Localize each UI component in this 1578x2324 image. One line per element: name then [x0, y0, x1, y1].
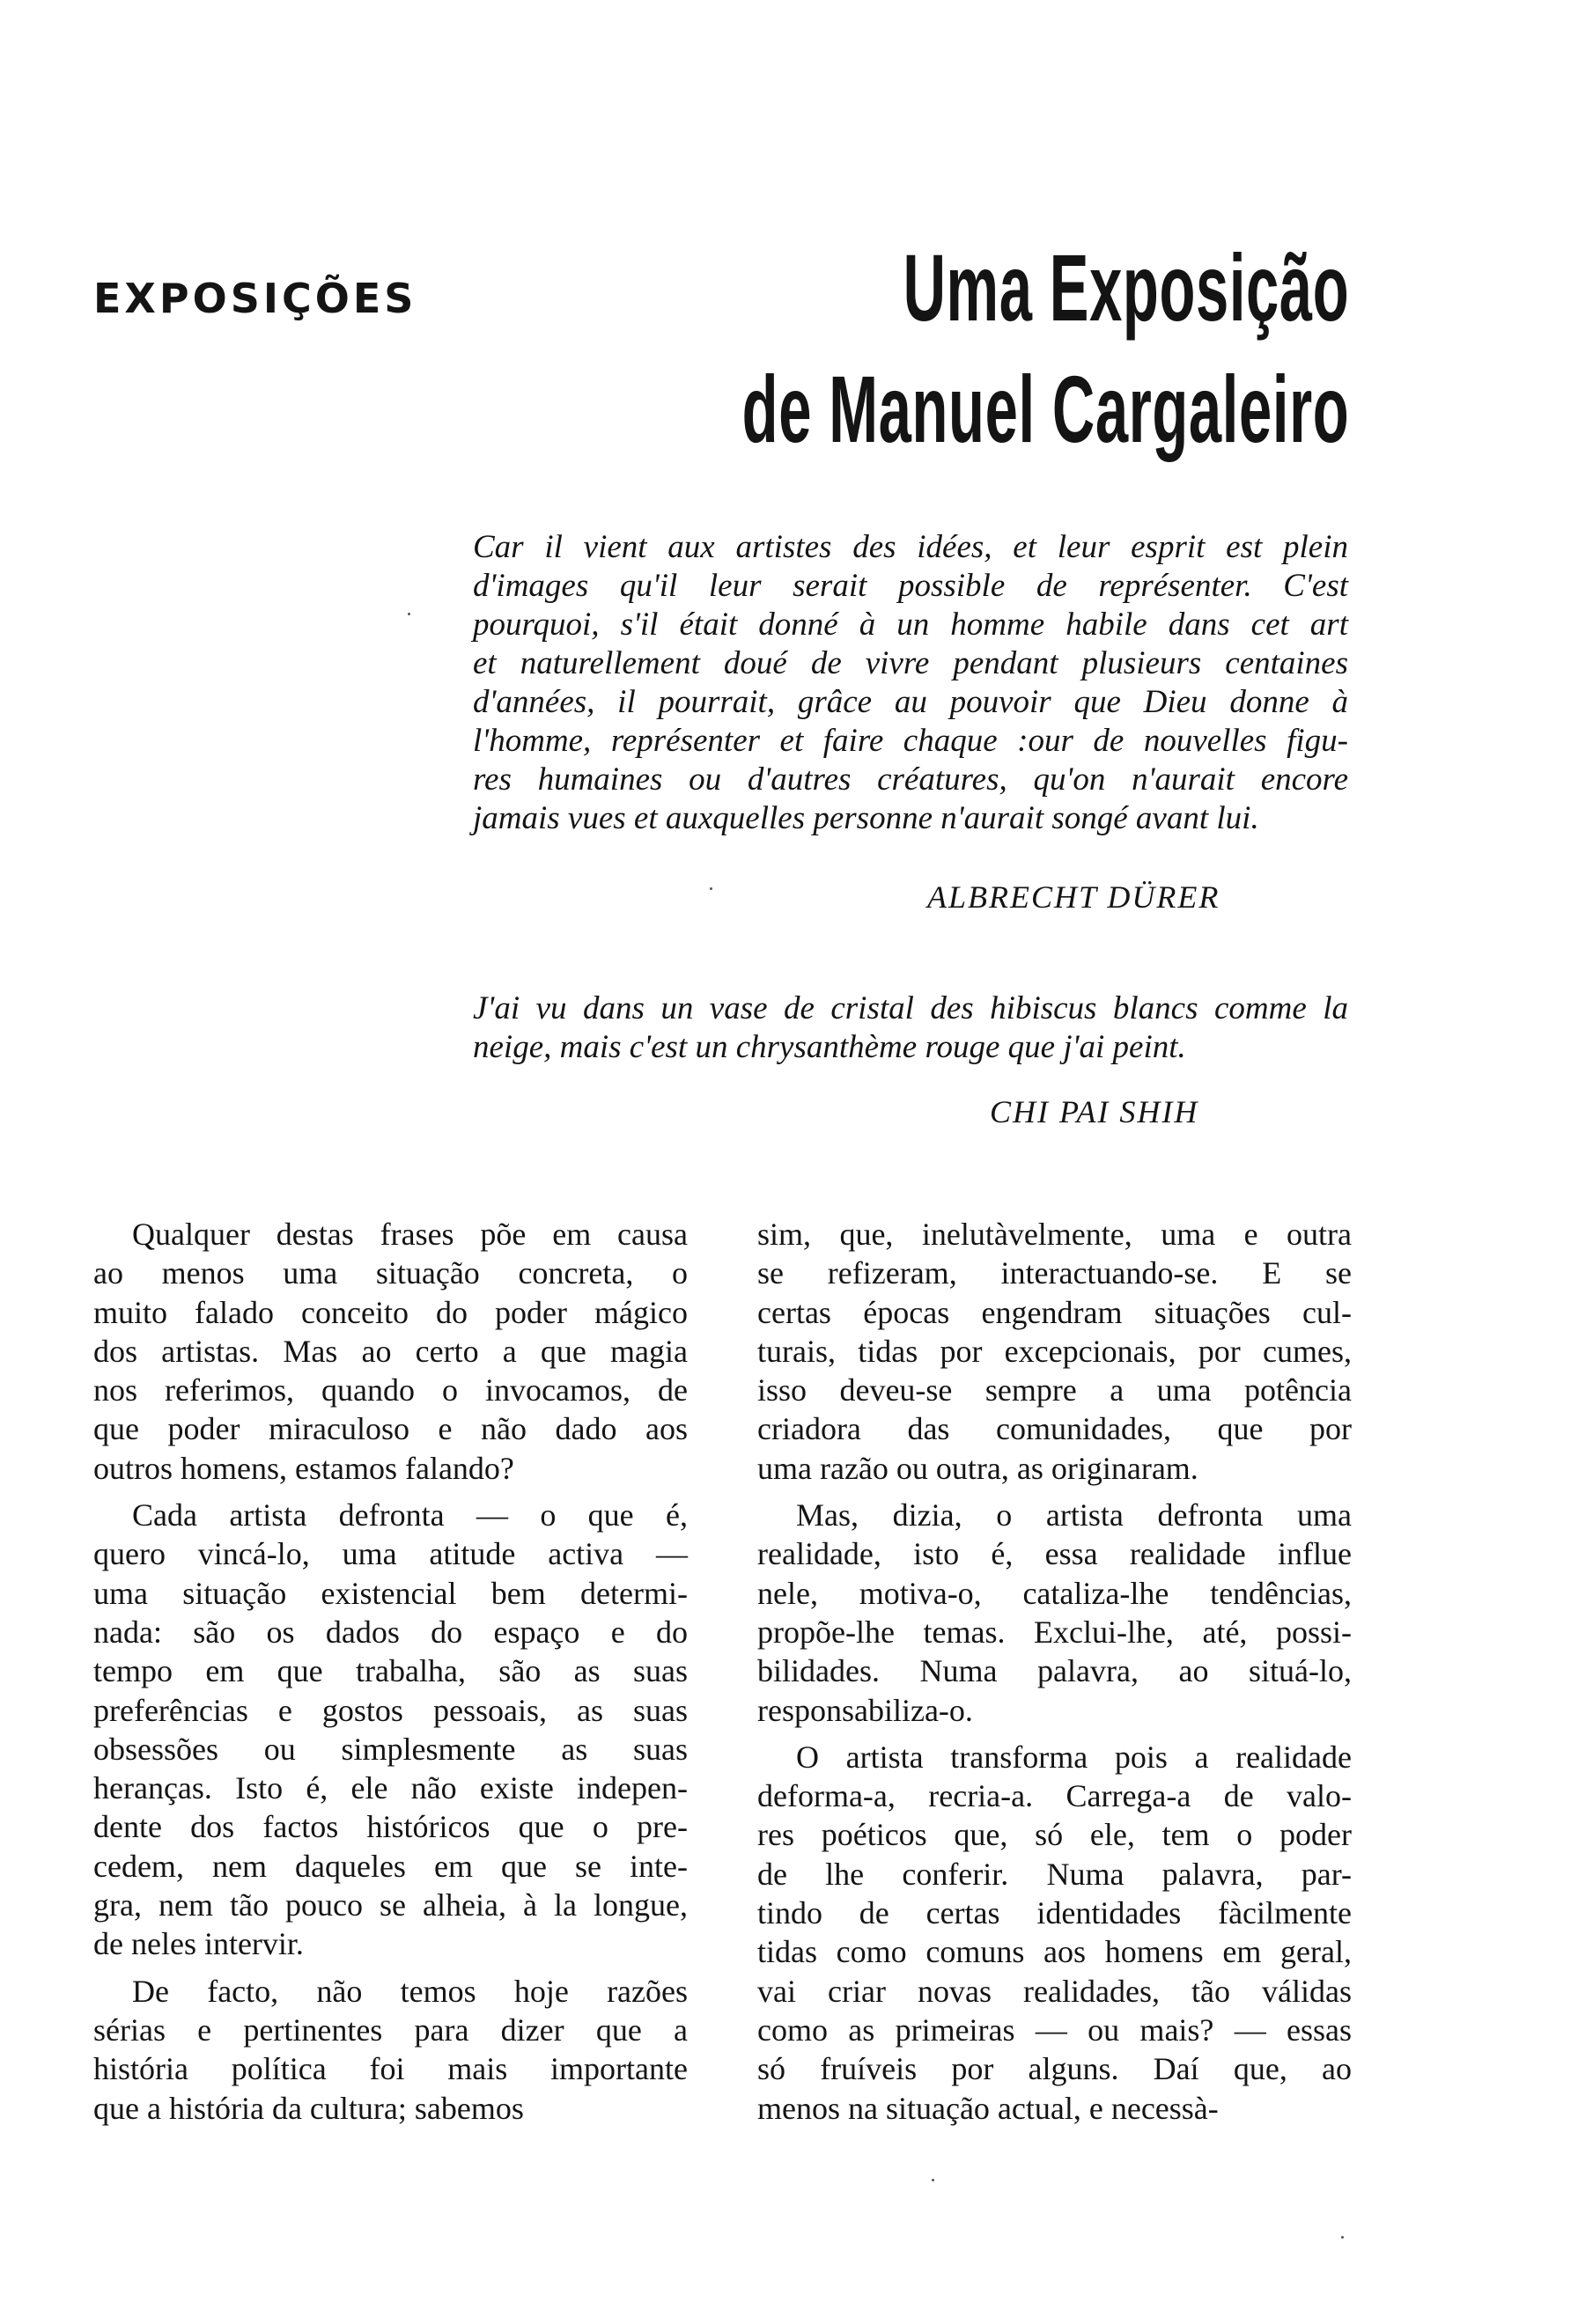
text-line: dente dos factos históricos que o pre-	[93, 1809, 688, 1845]
text-line: heranças. Isto é, ele não existe indepen-	[93, 1770, 688, 1806]
print-speck	[408, 613, 410, 615]
text-line: outros homens, estamos falando?	[93, 1450, 514, 1486]
epigraph-author-durer: ALBRECHT DÜRER	[927, 879, 1220, 915]
paragraph	[93, 1972, 688, 2128]
print-speck	[1341, 2236, 1344, 2239]
text-line: preferências e gostos pessoais, as suas	[93, 1692, 688, 1728]
paragraph	[93, 1215, 688, 1488]
epigraph-line: d'années, il pourrait, grâce au pouvoir que Dieu donne à	[473, 684, 1348, 720]
text-line: nos referimos, quando o invocamos, de	[93, 1372, 688, 1408]
article-title	[741, 227, 1349, 470]
text-line: turais, tidas por excepcionais, por cumes,	[757, 1333, 1352, 1369]
text-line: bilidades. Numa palavra, ao situá-lo,	[757, 1653, 1352, 1689]
text-line: propõe-lhe temas. Exclui-lhe, até, possi-	[757, 1614, 1352, 1650]
paragraph	[93, 1496, 688, 1964]
print-speck	[710, 887, 712, 890]
text-line: muito falado conceito do poder mágico	[93, 1294, 688, 1330]
title-line-2: de Manuel Cargaleiro	[741, 356, 1349, 462]
epigraph-line: Car il vient aux artistes des idées, et leur esprit est plein	[473, 529, 1348, 565]
text-line: realidade, isto é, essa realidade influe	[757, 1536, 1352, 1572]
text-line: tempo em que trabalha, são as suas	[93, 1653, 688, 1689]
text-line: sim, que, inelutàvelmente, uma e outra	[757, 1217, 1352, 1252]
paragraph	[757, 1496, 1352, 1730]
epigraph-author-chi-pai-shih: CHI PAI SHIH	[990, 1094, 1199, 1129]
text-line: nada: são os dados do espaço e do	[93, 1614, 688, 1650]
title-line-1: Uma Exposição	[903, 234, 1349, 341]
epigraph-line: pourquoi, s'il était donné à un homme habile dans cet art	[473, 607, 1348, 643]
text-line: como as primeiras — ou mais? — essas	[757, 2011, 1352, 2048]
text-line: menos na situação actual, e necessà-	[757, 2090, 1219, 2126]
text-line: nele, motiva-o, cataliza-lhe tendências,	[757, 1575, 1352, 1611]
text-line: que poder miraculoso e não dado aos	[93, 1411, 688, 1447]
epigraph-line: J'ai vu dans un vase de cristal des hibiscus blancs comme la	[473, 990, 1348, 1026]
text-line: Cada artista defronta — o que é,	[132, 1497, 688, 1533]
text-line: uma situação existencial bem determi-	[93, 1575, 688, 1611]
epigraph-durer	[473, 528, 1348, 838]
text-line: que a história da cultura; sabemos	[93, 2090, 524, 2126]
text-line: gra, nem tão pouco se alheia, à la longue,	[93, 1887, 688, 1923]
text-line: isso deveu-se sempre a uma potência	[757, 1372, 1352, 1408]
text-line: responsabiliza-o.	[757, 1692, 973, 1728]
text-line: sérias e pertinentes para dizer que a	[93, 2011, 688, 2048]
text-line: ao menos uma situação concreta, o	[93, 1255, 688, 1291]
epigraph-line: jamais vues et auxquelles personne n'aurait songé avant lui.	[473, 800, 1259, 836]
text-line: uma razão ou outra, as originaram.	[757, 1450, 1198, 1486]
epigraph-line: l'homme, représenter et faire chaque :our de nouvelles figu-	[473, 723, 1348, 759]
paragraph	[757, 1738, 1352, 2128]
text-line: história política foi mais importante	[93, 2051, 688, 2087]
text-line: de neles intervir.	[93, 1926, 304, 1962]
text-line: res poéticos que, só ele, tem o poder	[757, 1817, 1352, 1853]
epigraph-line: res humaines ou d'autres créatures, qu'on n'aurait encore	[473, 761, 1348, 798]
text-line: O artista transforma pois a realidade	[796, 1739, 1352, 1775]
text-line: vai criar novas realidades, tão válidas	[757, 1973, 1352, 2009]
text-line: de lhe conferir. Numa palavra, par-	[757, 1856, 1352, 1892]
text-line: dos artistas. Mas ao certo a que magia	[93, 1333, 688, 1369]
text-line: obsessões ou simplesmente as suas	[93, 1731, 688, 1767]
paragraph	[757, 1215, 1352, 1488]
body-column-right	[757, 1215, 1352, 2136]
text-line: tindo de certas identidades fàcilmente	[757, 1895, 1352, 1931]
text-line: cedem, nem daqueles em que se inte-	[93, 1848, 688, 1884]
text-line: Mas, dizia, o artista defronta uma	[796, 1497, 1352, 1533]
text-line: certas épocas engendram situações cul-	[757, 1294, 1352, 1330]
text-line: só fruíveis por alguns. Daí que, ao	[757, 2051, 1352, 2087]
print-speck	[932, 2179, 934, 2181]
text-line: tidas como comuns aos homens em geral,	[757, 1934, 1352, 1970]
text-line: deforma-a, recria-a. Carrega-a de valo-	[757, 1778, 1352, 1814]
text-line: se refizeram, interactuando-se. E se	[757, 1255, 1352, 1291]
epigraph-line: d'images qu'il leur serait possible de représenter. C'est	[473, 568, 1348, 604]
text-line: Qualquer destas frases põe em causa	[132, 1217, 688, 1252]
text-line: quero vincá-lo, uma atitude activa —	[93, 1536, 688, 1572]
body-column-left	[93, 1215, 688, 2136]
text-line: De facto, não temos hoje razões	[132, 1973, 688, 2009]
text-line: criadora das comunidades, que por	[757, 1411, 1352, 1447]
section-label: EXPOSIÇÕES	[93, 275, 417, 322]
epigraph-chi-pai-shih	[473, 989, 1348, 1067]
epigraph-line: et naturellement doué de vivre pendant plusieurs centaines	[473, 645, 1348, 681]
epigraph-line: neige, mais c'est un chrysanthème rouge que j'ai peint.	[473, 1029, 1186, 1065]
